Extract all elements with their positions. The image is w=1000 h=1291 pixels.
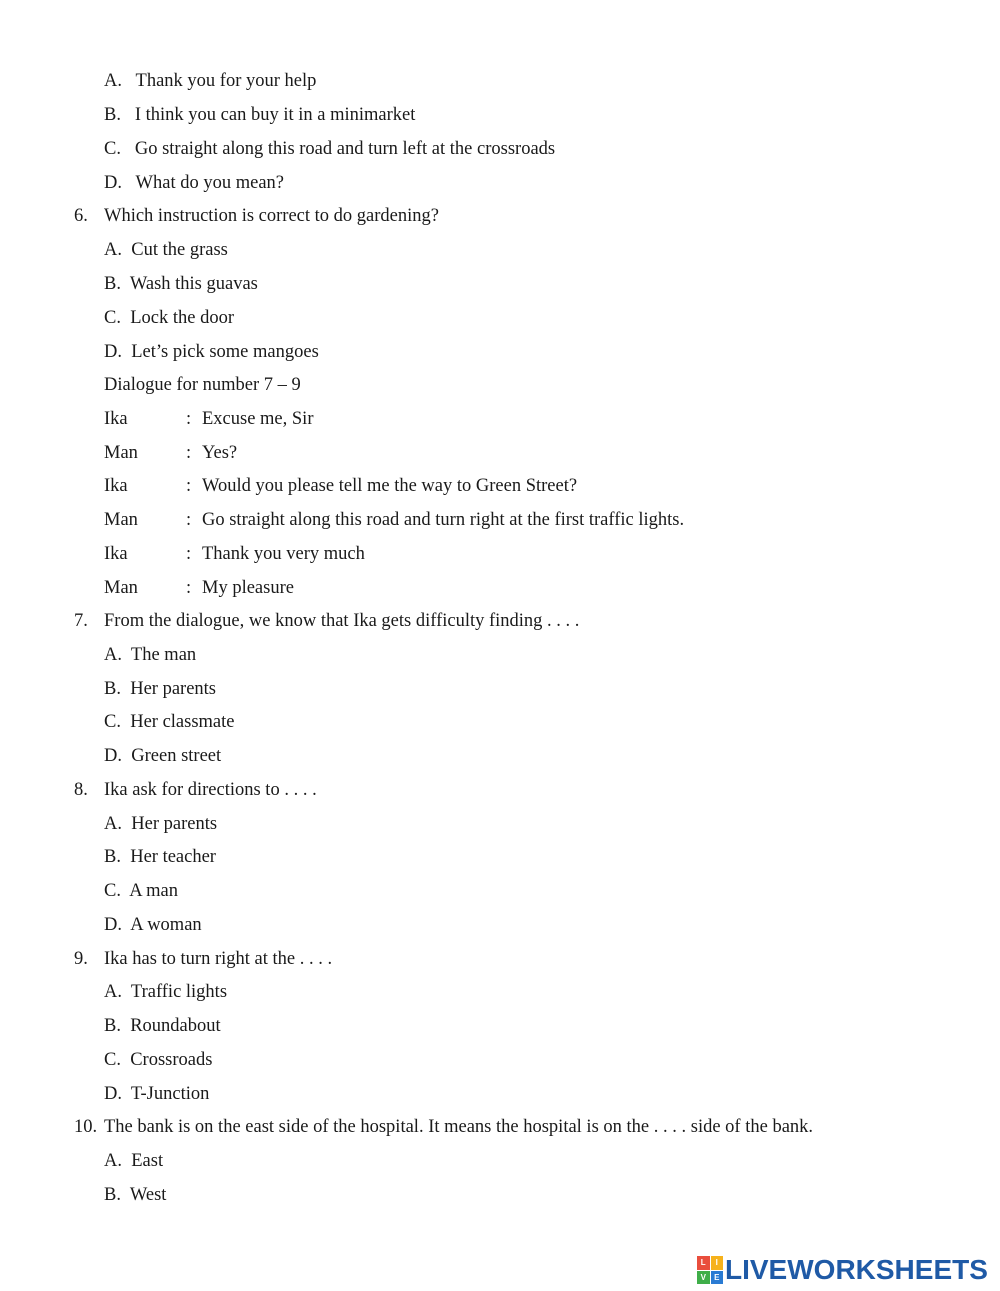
option-letter: D. [104,342,122,362]
speaker-name: Man [104,510,138,530]
liveworksheets-logo[interactable] [697,1254,997,1286]
q5-option-c[interactable] [104,137,555,161]
speaker-colon: : [186,578,192,598]
logo-icon-tile: L [697,1256,710,1270]
speaker-colon: : [186,544,192,564]
option-letter: A. [104,814,122,834]
q9-option-d[interactable] [104,1082,209,1106]
dialogue-heading: Dialogue for number 7 – 9 [104,375,301,395]
option-letter: C. [104,1050,121,1070]
option-letter: B. [104,274,121,294]
dialogue-text: Thank you very much [202,544,365,564]
q5-option-b[interactable] [104,103,415,127]
option-text: T-Junction [130,1084,210,1104]
q6-option-d[interactable] [104,340,319,364]
option-text: West [129,1185,167,1205]
q7-option-c[interactable] [104,710,235,734]
q9-option-b[interactable] [104,1014,221,1038]
option-letter: C. [104,139,121,159]
speaker-colon: : [186,409,192,429]
option-text: What do you mean? [135,173,285,193]
logo-icon-tile: E [711,1271,724,1285]
option-text: Wash this guavas [129,274,258,294]
option-letter: B. [104,1016,121,1036]
q7-option-a[interactable] [104,643,196,667]
speaker-colon: : [186,443,192,463]
option-letter: B. [104,1185,121,1205]
question-text: The bank is on the east side of the hospital. It means the hospital is on the . . . . side of the bank. [104,1117,814,1137]
dialogue-line [0,441,1000,465]
option-letter: A. [104,240,122,260]
q6-option-a[interactable] [104,238,228,262]
dialogue-text: Go straight along this road and turn right at the first traffic lights. [202,510,685,530]
option-text: I think you can buy it in a minimarket [134,105,416,125]
option-text: Roundabout [130,1016,221,1036]
option-letter: A. [104,1151,122,1171]
dialogue-line [0,474,1000,498]
option-text: Go straight along this road and turn left at the crossroads [134,139,556,159]
dialogue-text: Yes? [202,443,238,463]
dialogue-text: Would you please tell me the way to Green Street? [202,476,578,496]
option-text: A man [129,881,179,901]
q9-option-a[interactable] [104,980,227,1004]
q8-option-d[interactable] [104,913,202,937]
dialogue-text: Excuse me, Sir [202,409,314,429]
q8-option-b[interactable] [104,845,216,869]
logo-icon-tile: I [711,1256,724,1270]
question-number: 9. [74,949,88,969]
dialogue-line [0,407,1000,431]
q6-question [0,204,1000,228]
liveworksheets-logo-text: LIVEWORKSHEETS [725,1254,988,1285]
q6-option-b[interactable] [104,272,258,296]
option-letter: A. [104,645,122,665]
option-letter: A. [104,71,122,91]
dialogue-text: My pleasure [202,578,294,598]
q7-option-b[interactable] [104,677,216,701]
question-text: Ika ask for directions to . . . . [104,780,317,800]
question-text: From the dialogue, we know that Ika gets difficulty finding . . . . [104,611,580,631]
option-letter: B. [104,847,121,867]
question-number: 6. [74,206,88,226]
option-text: Let’s pick some mangoes [131,342,319,362]
option-text: East [131,1151,164,1171]
speaker-colon: : [186,476,192,496]
option-text: Crossroads [130,1050,213,1070]
option-text: Lock the door [130,308,234,328]
option-letter: C. [104,881,121,901]
liveworksheets-logo-icon [697,1256,723,1284]
q9-option-c[interactable] [104,1048,212,1072]
q5-option-d[interactable] [104,171,284,195]
option-text: Her parents [130,679,216,699]
option-letter: C. [104,308,121,328]
option-text: Green street [131,746,222,766]
q10-option-a[interactable] [104,1149,163,1173]
dialogue-line [0,508,1000,532]
logo-icon-tile: V [697,1271,710,1285]
option-letter: D. [104,746,122,766]
option-letter: D. [104,1084,122,1104]
question-number: 10. [74,1117,98,1137]
question-number: 8. [74,780,88,800]
question-text: Which instruction is correct to do gardening? [104,206,439,226]
option-text: Cut the grass [131,240,228,260]
q5-option-a[interactable] [104,69,316,93]
option-letter: B. [104,105,121,125]
q7-question [0,609,1000,633]
speaker-name: Man [104,443,138,463]
q7-option-d[interactable] [104,744,221,768]
question-text: Ika has to turn right at the . . . . [104,949,333,969]
q10-option-b[interactable] [104,1183,166,1207]
option-text: Traffic lights [130,982,228,1002]
speaker-name: Ika [104,409,128,429]
q6-option-c[interactable] [104,306,234,330]
q8-question [0,778,1000,802]
speaker-colon: : [186,510,192,530]
question-number: 7. [74,611,88,631]
option-text: Her parents [131,814,218,834]
option-text: Her teacher [130,847,216,867]
option-text: The man [130,645,197,665]
dialogue-line [0,576,1000,600]
speaker-name: Man [104,578,138,598]
q8-option-c[interactable] [104,879,178,903]
dialogue-line [0,542,1000,566]
q10-question [0,1115,1000,1139]
option-letter: D. [104,915,122,935]
q8-option-a[interactable] [104,812,217,836]
option-letter: D. [104,173,122,193]
speaker-name: Ika [104,476,128,496]
speaker-name: Ika [104,544,128,564]
q9-question [0,947,1000,971]
option-text: Thank you for your help [135,71,317,91]
option-letter: A. [104,982,122,1002]
option-text: Her classmate [130,712,235,732]
option-text: A woman [130,915,202,935]
option-letter: B. [104,679,121,699]
option-letter: C. [104,712,121,732]
